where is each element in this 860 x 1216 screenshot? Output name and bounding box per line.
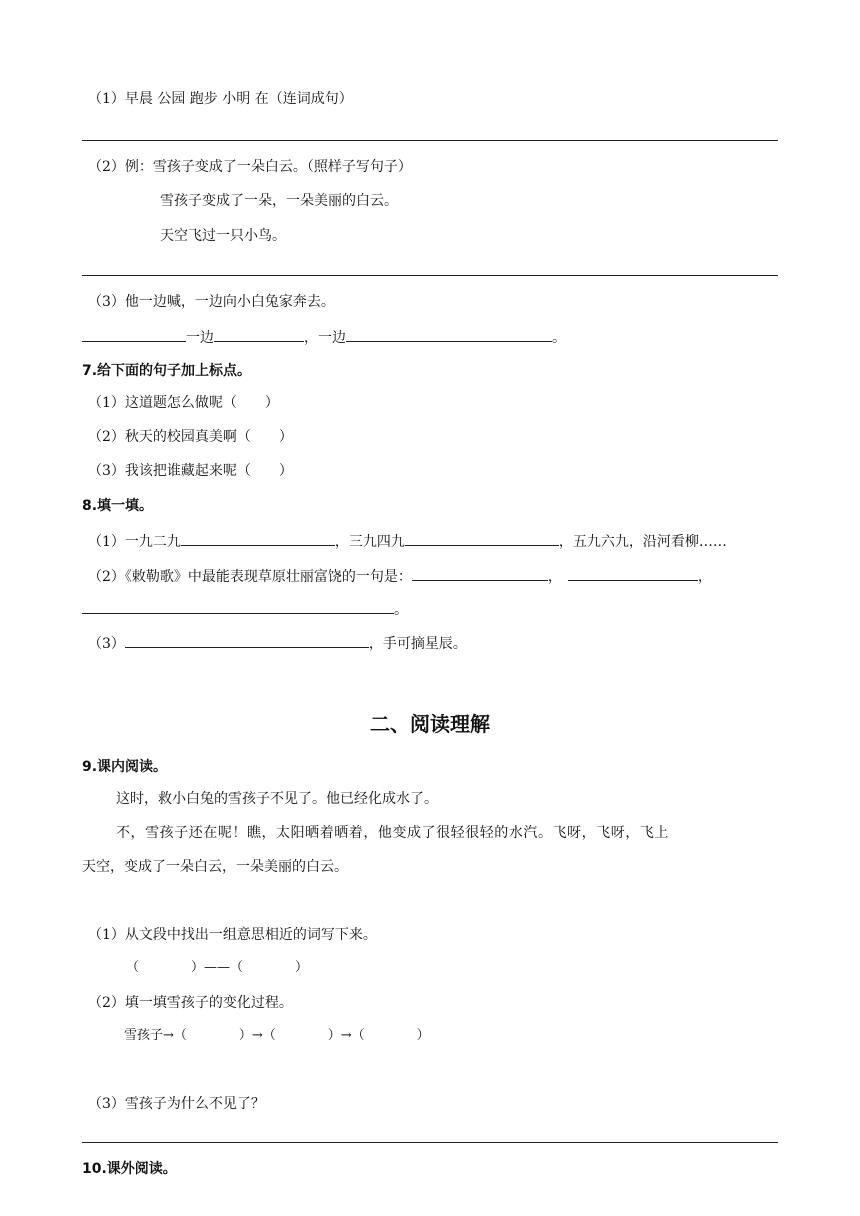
- q7-title: 7.给下面的句子加上标点。: [82, 363, 252, 379]
- q9-item2-answer: 雪孩子→（ ）→（ ）→（ ）: [124, 1028, 430, 1043]
- fill-blank[interactable]: [82, 326, 186, 342]
- q9-item1-answer: （ ）——（ ）: [126, 960, 309, 975]
- answer-line: [82, 1142, 778, 1143]
- q8-item2: [88, 565, 712, 587]
- q7-item3: （3）我该把谁藏起来呢（ ）: [88, 463, 293, 479]
- q6-item3-fill: [82, 326, 566, 348]
- q9-para2-line1: 不，雪孩子还在呢！瞧，太阳晒着晒着，他变成了很轻很轻的水汽。飞呀，飞呀，飞上: [116, 825, 669, 841]
- q8-item1-text3: ，五九六九，沿河看柳……: [558, 534, 727, 550]
- q6-item3: （3）他一边喊，一边向小白兔家奔去。: [88, 294, 335, 310]
- q8-item2-cont: [82, 598, 408, 620]
- q8-item2-text3: ，: [697, 569, 712, 585]
- section-title: 二、阅读理解: [370, 712, 490, 736]
- fill-blank[interactable]: [405, 530, 559, 546]
- fill-blank[interactable]: [181, 530, 335, 546]
- q8-item3-text1: （3）: [88, 636, 125, 652]
- q6-item3-text1: 一边: [186, 330, 214, 346]
- q6-item2-example: 雪孩子变成了一朵，一朵美丽的白云。: [160, 193, 398, 209]
- fill-blank[interactable]: [125, 632, 369, 648]
- q6-item3-text3: 。: [552, 330, 566, 346]
- q8-item3: [88, 632, 467, 654]
- q8-item1-text1: （1）一九二九: [88, 534, 181, 550]
- q8-item1: [88, 530, 727, 552]
- q7-item2: （2）秋天的校园真美啊（ ）: [88, 429, 293, 445]
- q7-item1: （1）这道题怎么做呢（ ）: [88, 395, 279, 411]
- q9-item1: （1）从文段中找出一组意思相近的词写下来。: [88, 927, 377, 943]
- q8-item1-text2: ，三九四九: [334, 534, 405, 550]
- fill-blank[interactable]: [214, 326, 304, 342]
- q8-item2-text4: 。: [394, 602, 408, 618]
- q6-item2-prompt: 天空飞过一只小鸟。: [160, 228, 286, 244]
- q9-para2-line2: 天空，变成了一朵白云，一朵美丽的白云。: [82, 859, 348, 875]
- q9-title: 9.课内阅读。: [82, 759, 168, 775]
- answer-line: [82, 140, 778, 141]
- q6-item2: （2）例：雪孩子变成了一朵白云。（照样子写句子）: [88, 159, 412, 175]
- q8-item2-text2: ，: [547, 569, 562, 585]
- q8-item3-text2: ，手可摘星辰。: [368, 636, 467, 652]
- fill-blank[interactable]: [82, 598, 394, 614]
- q6-item3-text2: ，一边: [304, 330, 346, 346]
- answer-line: [82, 275, 778, 276]
- q10-title: 10.课外阅读。: [82, 1161, 177, 1177]
- q9-para1: 这时，救小白兔的雪孩子不见了。他已经化成水了。: [116, 791, 438, 807]
- q6-item1: （1）早晨 公园 跑步 小明 在（连词成句）: [88, 91, 353, 107]
- q8-item2-text1: （2）《敕勒歌》中最能表现草原壮丽富饶的一句是：: [88, 569, 412, 585]
- fill-blank[interactable]: [412, 565, 548, 581]
- fill-blank[interactable]: [346, 326, 552, 342]
- fill-blank[interactable]: [568, 565, 698, 581]
- q8-title: 8.填一填。: [82, 498, 154, 514]
- q9-item2: （2）填一填雪孩子的变化过程。: [88, 995, 293, 1011]
- q9-item3: （3）雪孩子为什么不见了？: [88, 1096, 265, 1112]
